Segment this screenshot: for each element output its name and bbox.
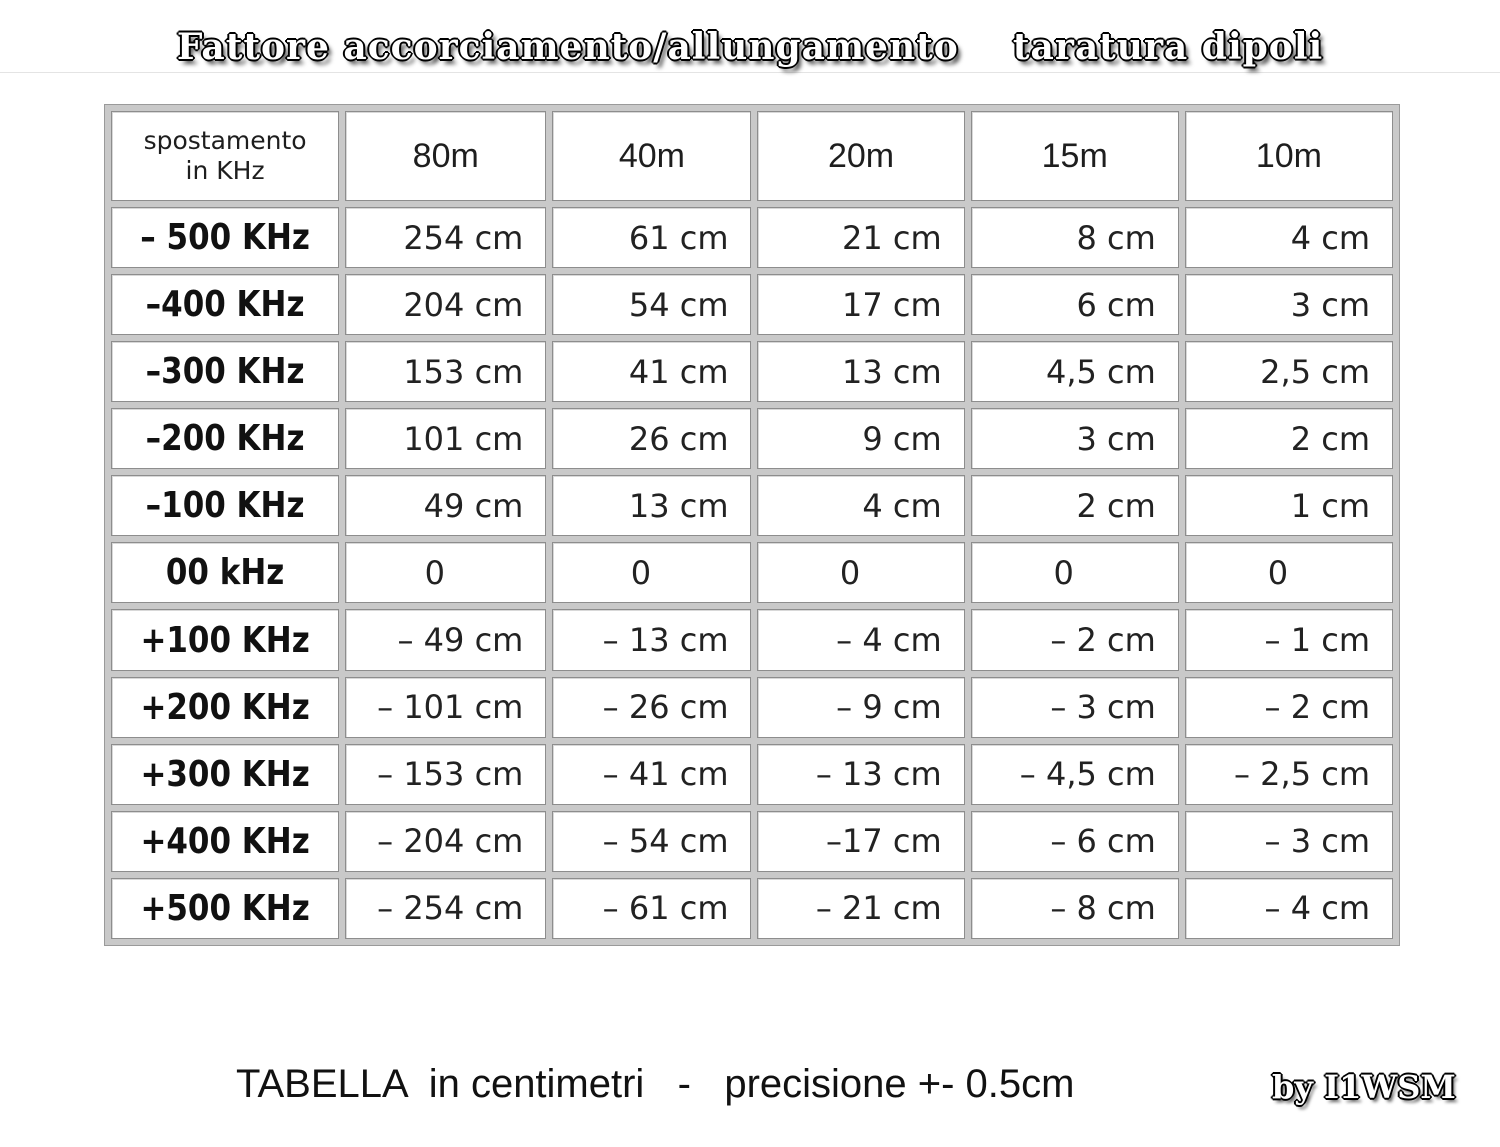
row-header-cell	[111, 341, 339, 402]
table-cell: 9 cm	[757, 408, 964, 469]
table-cell: 26 cm	[552, 408, 751, 469]
row-header-cell	[111, 744, 339, 805]
corner-header-line2: in KHz	[185, 156, 265, 185]
calibration-table	[105, 105, 1399, 945]
table-cell: 4,5 cm	[971, 341, 1179, 402]
table-cell: 153 cm	[345, 341, 546, 402]
row-header-cell	[111, 274, 339, 335]
header-row	[111, 111, 1393, 201]
row-header-cell	[111, 475, 339, 536]
table-cell: – 6 cm	[971, 811, 1179, 872]
table-cell: – 2,5 cm	[1185, 744, 1393, 805]
row-header-label: –300 KHz	[145, 351, 305, 393]
table-row	[111, 207, 1393, 268]
table-cell: – 1 cm	[1185, 609, 1393, 670]
table-cell: 13 cm	[552, 475, 751, 536]
table-row	[111, 811, 1393, 872]
table-cell: – 101 cm	[345, 677, 546, 738]
table-cell: – 26 cm	[552, 677, 751, 738]
table-cell: 4 cm	[757, 475, 964, 536]
table-cell: 3 cm	[1185, 274, 1393, 335]
table-body	[111, 207, 1393, 939]
table-cell: 2,5 cm	[1185, 341, 1393, 402]
table-row	[111, 341, 1393, 402]
row-header-cell	[111, 207, 339, 268]
row-header-cell	[111, 542, 339, 603]
row-header-label: +100 KHz	[140, 619, 310, 661]
table-cell: 54 cm	[552, 274, 751, 335]
calibration-table-container	[104, 104, 1400, 946]
table-cell: 0	[552, 542, 751, 603]
table-cell: 49 cm	[345, 475, 546, 536]
table-cell: – 9 cm	[757, 677, 964, 738]
table-row	[111, 878, 1393, 939]
table-cell: 0	[757, 542, 964, 603]
top-divider	[0, 72, 1500, 73]
column-header-10m: 10m	[1185, 111, 1393, 201]
table-cell: 101 cm	[345, 408, 546, 469]
table-cell: 61 cm	[552, 207, 751, 268]
table-cell: 3 cm	[971, 408, 1179, 469]
page-title: Fattore accorciamento/allungamento taratura dipoli	[176, 26, 1324, 68]
row-header-label: +200 KHz	[140, 686, 310, 728]
column-header-15m: 15m	[971, 111, 1179, 201]
row-header-label: – 500 KHz	[140, 217, 310, 259]
row-header-label: –100 KHz	[145, 485, 305, 527]
table-cell: – 41 cm	[552, 744, 751, 805]
table-cell: – 13 cm	[552, 609, 751, 670]
table-caption: TABELLA in centimetri - precisione +- 0.5cm	[236, 1062, 1075, 1106]
table-row	[111, 274, 1393, 335]
table-row	[111, 744, 1393, 805]
row-header-cell	[111, 811, 339, 872]
table-cell: – 49 cm	[345, 609, 546, 670]
table-cell: – 153 cm	[345, 744, 546, 805]
table-cell: – 4 cm	[1185, 878, 1393, 939]
table-cell: – 3 cm	[1185, 811, 1393, 872]
row-header-label: –200 KHz	[145, 418, 305, 460]
table-cell: – 21 cm	[757, 878, 964, 939]
table-cell: 1 cm	[1185, 475, 1393, 536]
table-cell: – 2 cm	[971, 609, 1179, 670]
table-row	[111, 475, 1393, 536]
table-cell: –17 cm	[757, 811, 964, 872]
table-cell: 6 cm	[971, 274, 1179, 335]
column-header-40m: 40m	[552, 111, 751, 201]
column-header-80m: 80m	[345, 111, 546, 201]
table-row	[111, 677, 1393, 738]
table-cell: – 8 cm	[971, 878, 1179, 939]
table-cell: 204 cm	[345, 274, 546, 335]
table-cell: – 61 cm	[552, 878, 751, 939]
row-header-cell	[111, 609, 339, 670]
table-row	[111, 542, 1393, 603]
table-cell: – 54 cm	[552, 811, 751, 872]
row-header-label: –400 KHz	[145, 284, 305, 326]
table-cell: 41 cm	[552, 341, 751, 402]
table-cell: 2 cm	[1185, 408, 1393, 469]
row-header-label: +500 KHz	[140, 887, 310, 929]
table-cell: 4 cm	[1185, 207, 1393, 268]
row-header-label: +300 KHz	[140, 753, 310, 795]
table-cell: – 2 cm	[1185, 677, 1393, 738]
row-header-cell	[111, 878, 339, 939]
row-header-cell	[111, 677, 339, 738]
table-cell: – 204 cm	[345, 811, 546, 872]
table-cell: 8 cm	[971, 207, 1179, 268]
table-cell: 21 cm	[757, 207, 964, 268]
table-cell: – 254 cm	[345, 878, 546, 939]
row-header-label: 00 kHz	[165, 552, 285, 594]
corner-header-cell	[111, 111, 339, 201]
table-cell: – 3 cm	[971, 677, 1179, 738]
row-header-label: +400 KHz	[140, 820, 310, 862]
table-cell: – 4 cm	[757, 609, 964, 670]
table-cell: 13 cm	[757, 341, 964, 402]
table-cell: – 4,5 cm	[971, 744, 1179, 805]
table-cell: – 13 cm	[757, 744, 964, 805]
corner-header-line1: spostamento	[143, 126, 307, 155]
table-cell: 0	[1185, 542, 1393, 603]
table-cell: 254 cm	[345, 207, 546, 268]
table-cell: 17 cm	[757, 274, 964, 335]
table-cell: 2 cm	[971, 475, 1179, 536]
table-cell: 0	[971, 542, 1179, 603]
table-cell: 0	[345, 542, 546, 603]
table-row	[111, 408, 1393, 469]
author-signature: by I1WSM	[1272, 1068, 1456, 1106]
column-header-20m: 20m	[757, 111, 964, 201]
table-row	[111, 609, 1393, 670]
row-header-cell	[111, 408, 339, 469]
